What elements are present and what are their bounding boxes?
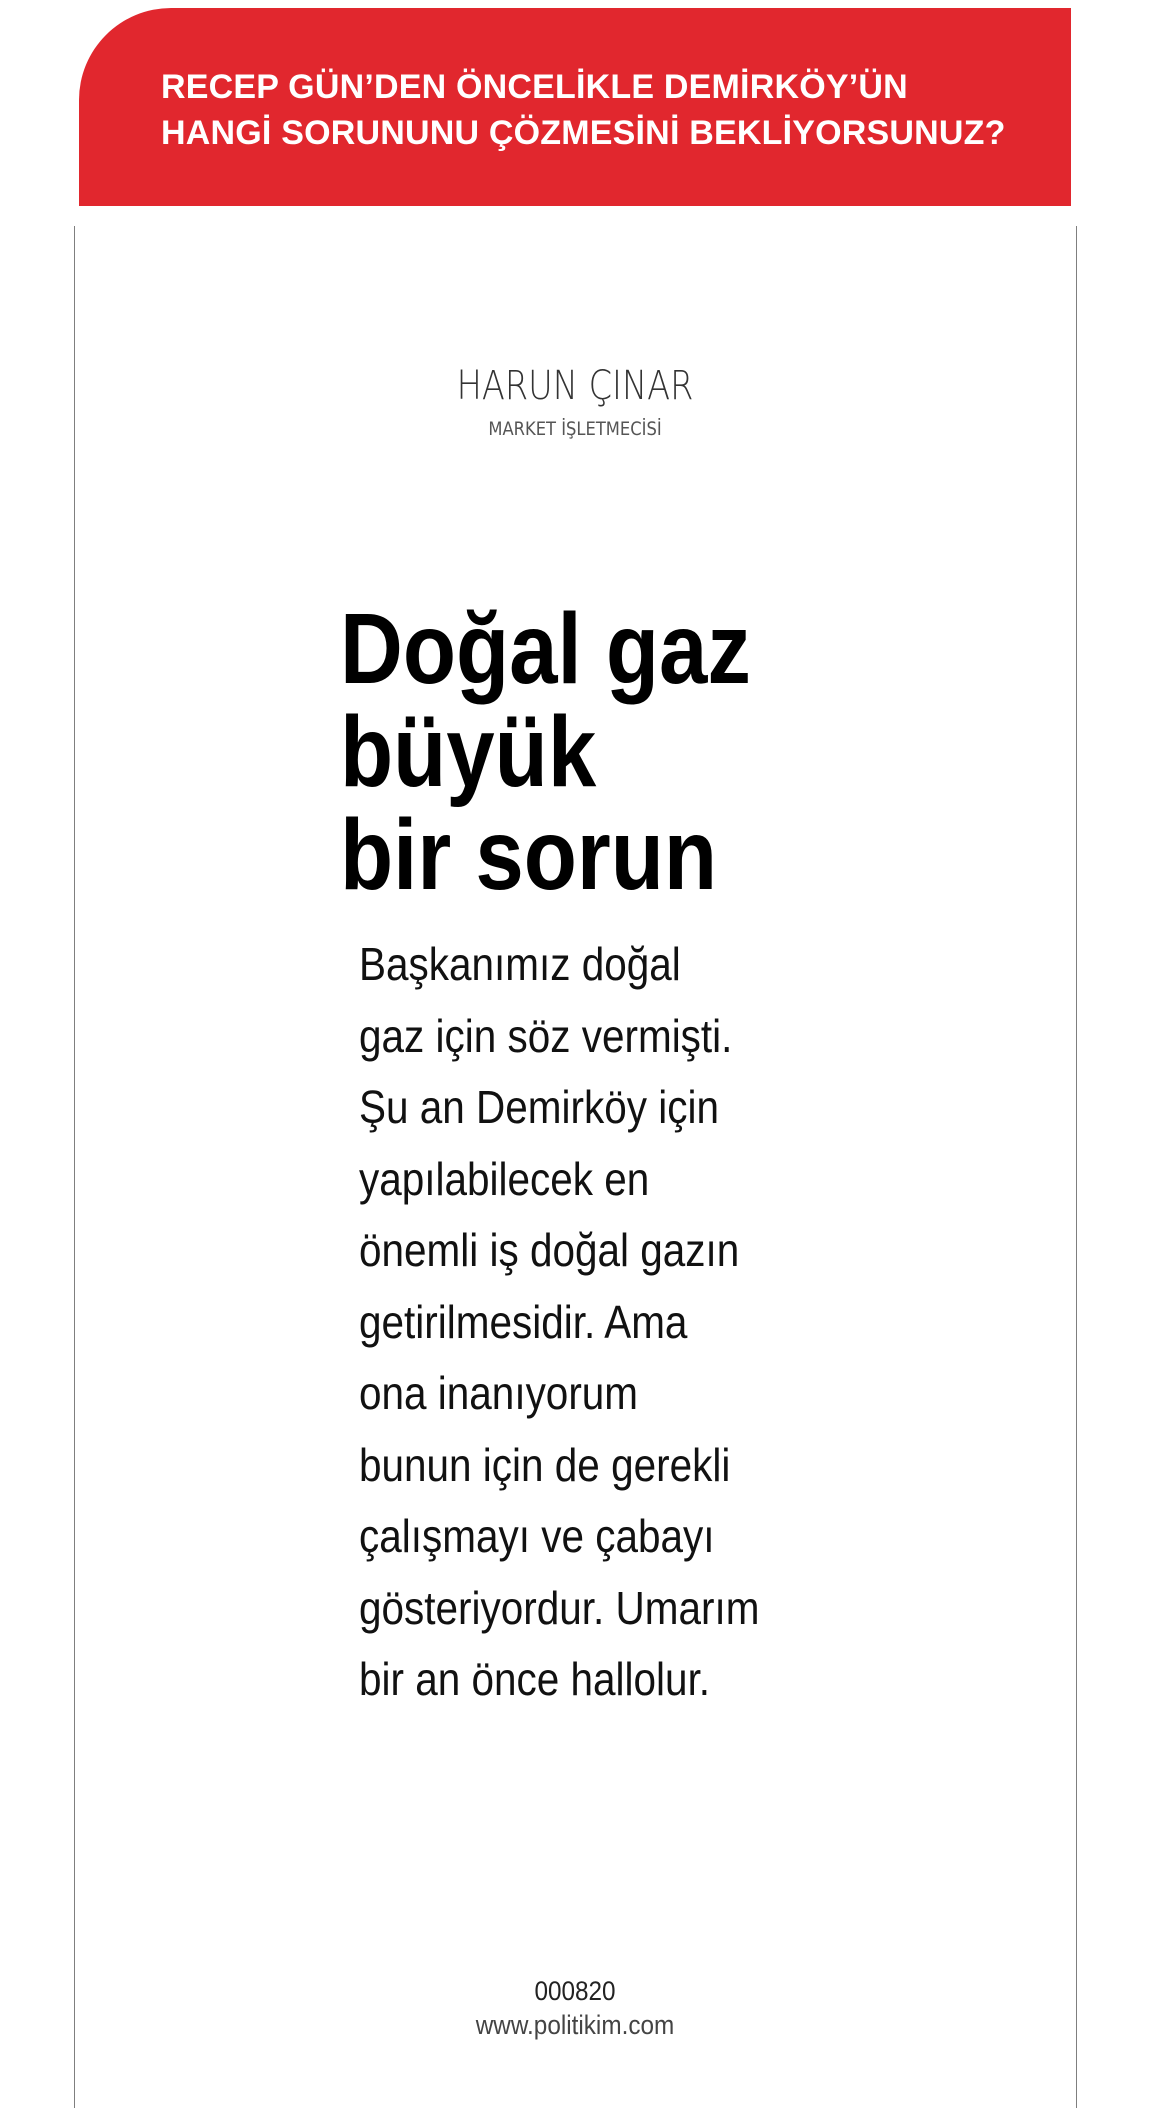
question-title	[161, 64, 1006, 156]
quote-line: ona inanıyorum	[359, 1367, 639, 1419]
person-role: MARKET İŞLETMECİSİ	[488, 418, 662, 440]
frame-right-border	[1076, 226, 1077, 2108]
quote-line: Başkanımız doğal	[359, 938, 681, 990]
headline-line-3: bir sorun	[340, 799, 718, 911]
question-banner	[79, 8, 1071, 206]
website-url: www.politikim.com	[475, 2010, 675, 2040]
quote-line: bunun için de gerekli	[359, 1438, 731, 1491]
page-code: 000820	[534, 1976, 616, 2006]
quote-body	[359, 929, 759, 1716]
headline-line-2: büyük	[340, 696, 597, 808]
question-title-line-2: HANGİ SORUNUNU ÇÖZMESİNİ BEKLİYORSUNUZ?	[161, 114, 1006, 152]
quote-line: getirilmesidir. Ama	[359, 1295, 688, 1348]
quote-line: bir an önce hallolur.	[359, 1653, 711, 1705]
quote-line: önemli iş doğal gazın	[359, 1224, 740, 1276]
frame-left-border	[74, 226, 75, 2108]
quote-line: yapılabilecek en	[359, 1152, 650, 1205]
quote-line: gösteriyordur. Umarım	[359, 1581, 760, 1634]
person-name: HARUN ÇINAR	[456, 363, 694, 409]
headline	[340, 593, 751, 911]
quote-line: gaz için söz vermişti.	[359, 1009, 733, 1062]
headline-line-1: Doğal gaz	[340, 593, 751, 705]
quote-line: Şu an Demirköy için	[359, 1081, 719, 1133]
quote-line: çalışmayı ve çabayı	[359, 1510, 715, 1562]
question-title-line-1: RECEP GÜN’DEN ÖNCELİKLE DEMİRKÖY’ÜN	[161, 68, 908, 106]
